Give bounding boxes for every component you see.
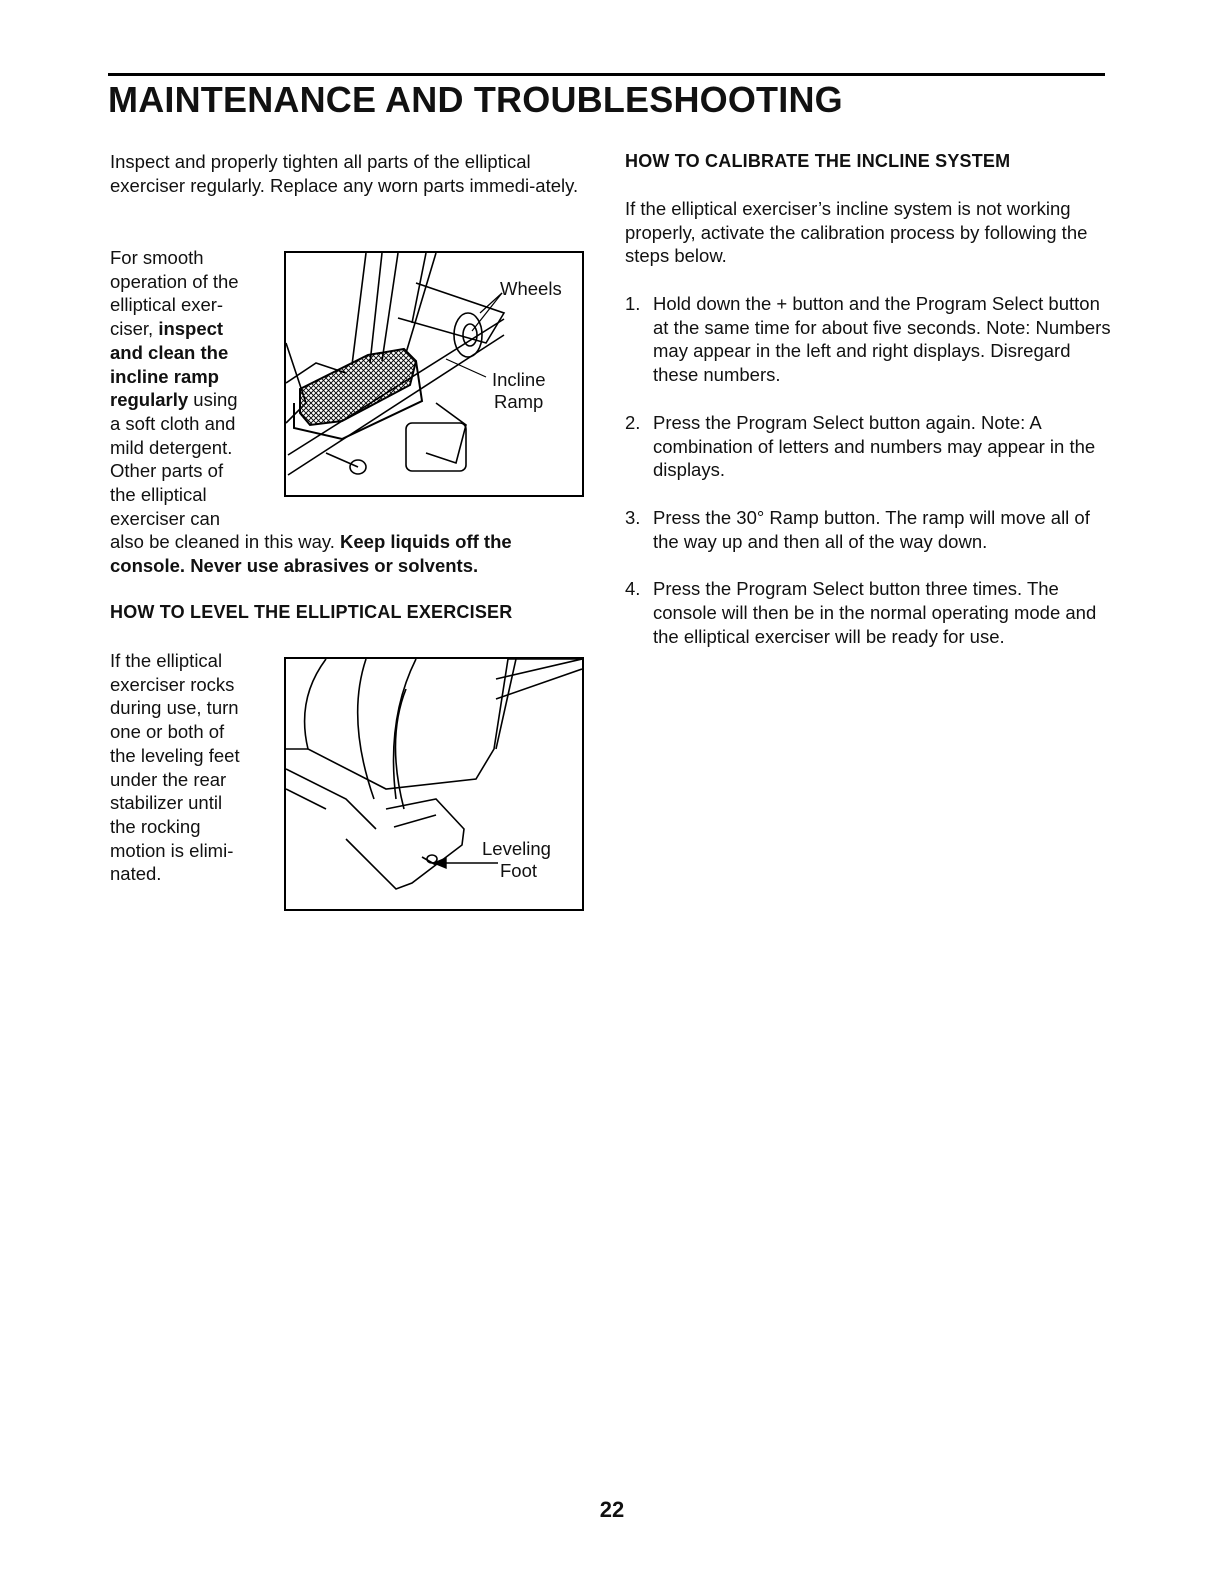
level-line: exerciser rocks — [110, 673, 235, 695]
smooth-line: mild detergent. — [110, 436, 233, 458]
smooth-line: Other parts of — [110, 460, 224, 482]
level-line: under the rear — [110, 768, 227, 790]
step-text: Hold down the + button and the Program Select button at the same time for about five seconds. Note: Numbers may appear in the left and right displays. Disregard these numbers. — [653, 293, 1111, 386]
level-line: during use, turn — [110, 697, 239, 719]
smooth-tail-warning: Keep liquids off the console. Never use abrasives or solvents. — [110, 531, 512, 576]
calibration-step — [625, 506, 1115, 553]
intro-paragraph: Inspect and properly tighten all parts of the elliptical exerciser regularly. Replace any worn parts immedi-ately. — [110, 151, 579, 196]
smooth-bold-line: inspect — [158, 318, 224, 340]
step-text: Press the 30° Ramp button. The ramp will move all of the way up and then all of the way down. — [653, 506, 1090, 552]
calibrate-intro: If the elliptical exerciser’s incline system is not working properly, activate the calibration process by following the steps below. — [625, 198, 1088, 267]
step-number: 4. — [625, 578, 641, 600]
leveling-foot-drawing — [286, 659, 582, 909]
smooth-bold-line: and clean the — [110, 341, 229, 363]
incline-ramp-illustration — [284, 251, 584, 497]
level-line: the leveling feet — [110, 744, 240, 766]
calibration-step — [625, 411, 1115, 482]
incline-label: Incline — [492, 369, 546, 390]
step-number: 2. — [625, 411, 641, 433]
calibration-step — [625, 292, 1115, 387]
step-text: Press the Program Select button again. Note: A combination of letters and numbers may appear in the displays. — [653, 411, 1096, 481]
smooth-line: using — [188, 389, 238, 411]
step-number: 3. — [625, 506, 641, 528]
level-line: one or both of — [110, 721, 225, 743]
level-line: motion is elimi- — [110, 839, 234, 861]
title-rule — [108, 73, 1105, 76]
ramp-label: Ramp — [494, 391, 544, 412]
level-heading: HOW TO LEVEL THE ELLIPTICAL EXERCISER — [110, 602, 513, 622]
smooth-tail-text: also be cleaned in this way. — [110, 531, 341, 552]
level-line: stabilizer until — [110, 792, 223, 814]
smooth-line: exerciser can — [110, 507, 221, 529]
smooth-operation-paragraph — [110, 246, 275, 530]
smooth-bold-line: incline ramp — [110, 365, 219, 387]
smooth-line: ciser, — [110, 318, 159, 340]
smooth-line: the elliptical — [110, 484, 207, 506]
leveling-foot-illustration — [284, 657, 584, 911]
wheels-label: Wheels — [500, 278, 562, 299]
smooth-line: a soft cloth and — [110, 412, 236, 434]
calibration-step — [625, 577, 1115, 648]
smooth-bold-line: regularly — [110, 389, 189, 411]
step-text: Press the Program Select button three times. The console will then be in the normal operating mode and the elliptical exerciser will be ready for use. — [653, 578, 1097, 647]
smooth-line: For smooth — [110, 247, 204, 268]
foot-label: Foot — [500, 860, 538, 881]
level-paragraph — [110, 649, 280, 886]
calibration-steps — [625, 292, 1115, 672]
level-line: If the elliptical — [110, 650, 223, 671]
leveling-label: Leveling — [482, 838, 551, 859]
page-number: 22 — [599, 1497, 625, 1522]
level-line: the rocking — [110, 815, 201, 837]
level-line: nated. — [110, 863, 162, 885]
smooth-operation-tail — [110, 530, 590, 577]
smooth-line: operation of the — [110, 270, 239, 292]
calibrate-heading: HOW TO CALIBRATE THE INCLINE SYSTEM — [625, 151, 1011, 171]
smooth-line: elliptical exer- — [110, 294, 224, 316]
page-title: MAINTENANCE AND TROUBLESHOOTING — [108, 79, 843, 120]
step-number: 1. — [625, 293, 641, 314]
